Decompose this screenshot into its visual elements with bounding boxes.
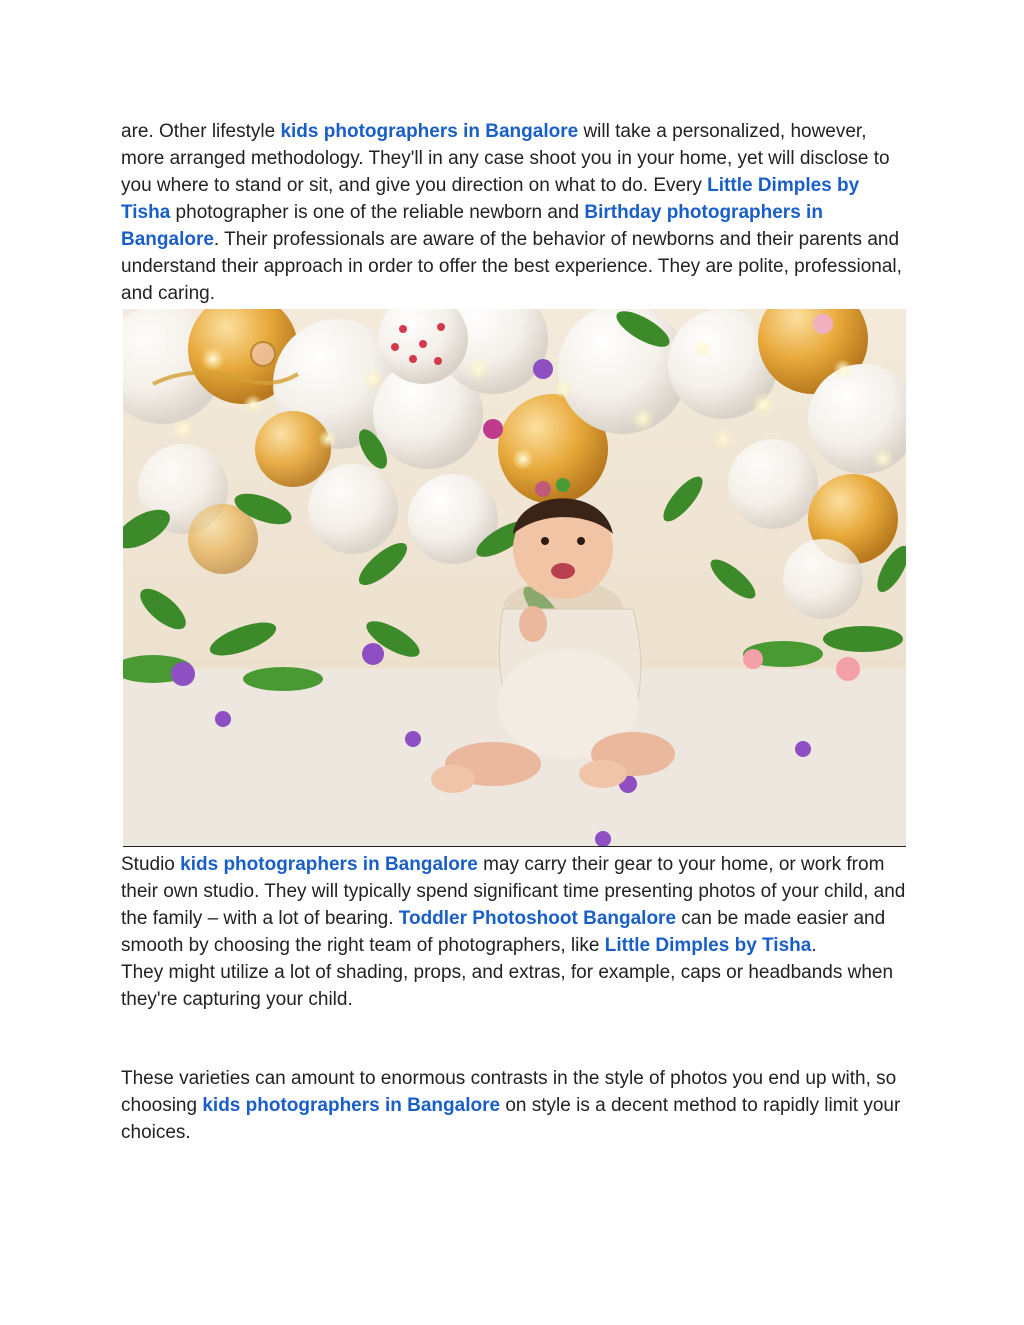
link-kids-photographers[interactable]: kids photographers in Bangalore — [180, 854, 478, 875]
text-run: photographer is one of the reliable newborn and — [170, 202, 585, 223]
link-little-dimples[interactable]: Little Dimples by Tisha — [121, 175, 860, 223]
text-run: . — [811, 935, 817, 956]
link-birthday-photographers[interactable]: Birthday photographers in Bangalore — [121, 202, 823, 250]
paragraph-intro — [121, 118, 911, 307]
link-toddler-photoshoot[interactable]: Toddler Photoshoot Bangalore — [398, 908, 677, 929]
link-kids-photographers[interactable]: kids photographers in Bangalore — [280, 121, 579, 142]
paragraph-studio — [121, 851, 911, 1013]
text-run: are. Other lifestyle — [121, 121, 281, 142]
text-run: . Their professionals are aware of the behavior of newborns and their parents and understand their approach in order to offer the best experience. They are polite, professional, and caring. — [121, 229, 902, 304]
link-little-dimples[interactable]: Little Dimples by Tisha — [604, 935, 812, 956]
text-run: will take a personalized, however, more arranged methodology. They'll in any case shoot you in your home, yet will disclose to you where to stand or sit, and give you direction on what to do. Every — [121, 121, 890, 196]
text-run: Studio — [121, 854, 181, 875]
text-run: on style is a decent method to rapidly limit your choices. — [121, 1095, 901, 1143]
text-run: may carry their gear to your home, or work from their own studio. They will typically spend significant time presenting photos of your child, and the family – with a lot of bearing. — [121, 854, 906, 929]
text-run: They might utilize a lot of shading, props, and extras, for example, caps or headbands when they're capturing your child. — [121, 962, 894, 1010]
paragraph-varieties — [121, 1065, 911, 1146]
link-kids-photographers[interactable]: kids photographers in Bangalore — [202, 1095, 501, 1116]
text-run: can be made easier and smooth by choosing the right team of photographers, like — [121, 908, 886, 956]
text-run: These varieties can amount to enormous contrasts in the style of photos you end up with, so choosing — [121, 1068, 897, 1116]
baby-photoshoot-image — [123, 309, 906, 847]
